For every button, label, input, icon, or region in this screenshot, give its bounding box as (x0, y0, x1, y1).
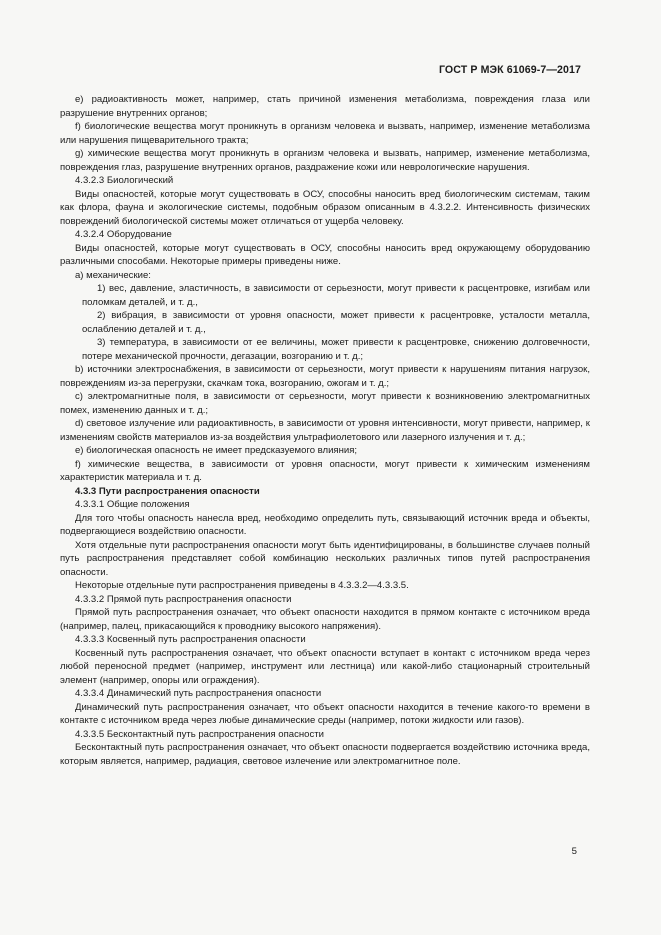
paragraph: Для того чтобы опасность нанесла вред, необходимо определить путь, связывающий источник вреда и объекты, подвергающиеся воздействию опасности. (60, 512, 590, 537)
section-heading-4-3-2-4: 4.3.2.4 Оборудование (75, 229, 172, 240)
section-heading-4-3-2-3: 4.3.2.3 Биологический (75, 175, 174, 186)
standard-header: ГОСТ Р МЭК 61069-7—2017 (438, 64, 581, 76)
page-number: 5 (571, 846, 577, 857)
paragraph: Виды опасностей, которые могут существовать в ОСУ, способны наносить вред окружающему оборудованию различными способами. Некоторые примеры приведены ниже. (60, 242, 590, 267)
sub-item-1: 1) вес, давление, эластичность, в зависимости от серьезности, могут привести к расцентровке, изгибам или поломкам деталей, и т. д., (82, 283, 590, 308)
list-item-e: e) биологическая опасность не имеет предсказуемого влияния; (75, 445, 358, 456)
sub-item-2: 2) вибрация, в зависимости от уровня опасности, может привести к расцентровке, усталости металла, ослаблению деталей и т. д., (82, 310, 590, 335)
section-heading-4-3-3-4: 4.3.3.4 Динамический путь распространения опасности (75, 688, 322, 699)
paragraph: Хотя отдельные пути распространения опасности могут быть идентифицированы, в большинстве случаев полный путь распространения представляет собой комбинацию нескольких различных типов путей распространения опасности. (60, 539, 590, 578)
section-heading-4-3-3-5: 4.3.3.5 Бесконтактный путь распространения опасности (75, 728, 324, 740)
paragraph: Бесконтактный путь распространения означает, что объект опасности подвергается воздействию источника вреда, которым является, например, радиация, световое излечение или электромагнитное поле. (60, 742, 590, 767)
paragraph: Прямой путь распространения означает, что объект опасности находится в прямом контакте с источником вреда (например, палец, прикасающийся к проводнику высокого напряжения). (60, 607, 590, 632)
section-heading-4-3-3-3: 4.3.3.3 Косвенный путь распространения опасности (75, 634, 306, 645)
paragraph: Виды опасностей, которые могут существовать в ОСУ, способны наносить вред биологическим системам, таким как флора, фауна и экологические системы, подобным образом описанным в 4.3.2.2. Интенсивность физических повреждений биологической системы может отличаться от ущерба человеку. (60, 188, 590, 227)
section-heading-4-3-3-2: 4.3.3.2 Прямой путь распространения опасности (75, 593, 292, 605)
list-item-f: f) химические вещества, в зависимости от уровня опасности, могут привести к химическим изменениям характеристик материала и т. д. (60, 458, 590, 483)
paragraph: Динамический путь распространения означает, что объект опасности находится в течение какого-то времени в контакте с источником вреда через любые динамические среды (например, потоки жидкости или газов). (60, 701, 590, 726)
section-heading-4-3-3: 4.3.3 Пути распространения опасности (75, 485, 260, 497)
paragraph: Косвенный путь распространения означает, что объект опасности вступает в контакт с источником вреда через любой переносной предмет (например, инструмент или лестница) или какой-либо стационарный строительный элемент (например, опоры или ограждения). (60, 647, 590, 686)
list-item-a: a) механические: (75, 269, 151, 281)
document-body (60, 93, 590, 768)
list-item-d: d) световое излучение или радиоактивность, в зависимости от уровня интенсивности, могут привести, например, к изменениям свойств материалов из-за воздействия ультрафиолетового или лазерного излучения и т. д.; (60, 418, 590, 443)
list-item-c: c) электромагнитные поля, в зависимости от серьезности, могут привести к возникновению электромагнитных помех, изменению данных и т. д.; (60, 391, 590, 416)
item-f-biological: f) биологические вещества могут проникнуть в организм человека и вызвать, например, изменение метаболизма или нарушения пищеварительного тракта; (60, 121, 590, 146)
item-e-radioactivity: e) радиоактивность может, например, стать причиной изменения метаболизма, повреждения глаза или разрушение внутренних органов; (60, 94, 590, 119)
paragraph: Некоторые отдельные пути распространения приведены в 4.3.3.2—4.3.3.5. (75, 580, 409, 591)
item-g-chemical: g) химические вещества могут проникнуть в организм человека и вызвать, например, изменение метаболизма, повреждения глаз, разрушение внутренних органов, раздражение кожи или неврологические нарушения. (60, 148, 590, 173)
section-heading-4-3-3-1: 4.3.3.1 Общие положения (75, 499, 190, 510)
list-item-b: b) источники электроснабжения, в зависимости от серьезности, могут привести к нарушениям питания нагрузок, повреждениям из-за перегрузки, скачкам тока, возгоранию, ожогам и т. д.; (60, 364, 590, 389)
sub-item-3: 3) температура, в зависимости от ее величины, может привести к расцентровке, снижению долговечности, потере механической прочности, дегазации, возгоранию и т. д.; (82, 337, 590, 362)
